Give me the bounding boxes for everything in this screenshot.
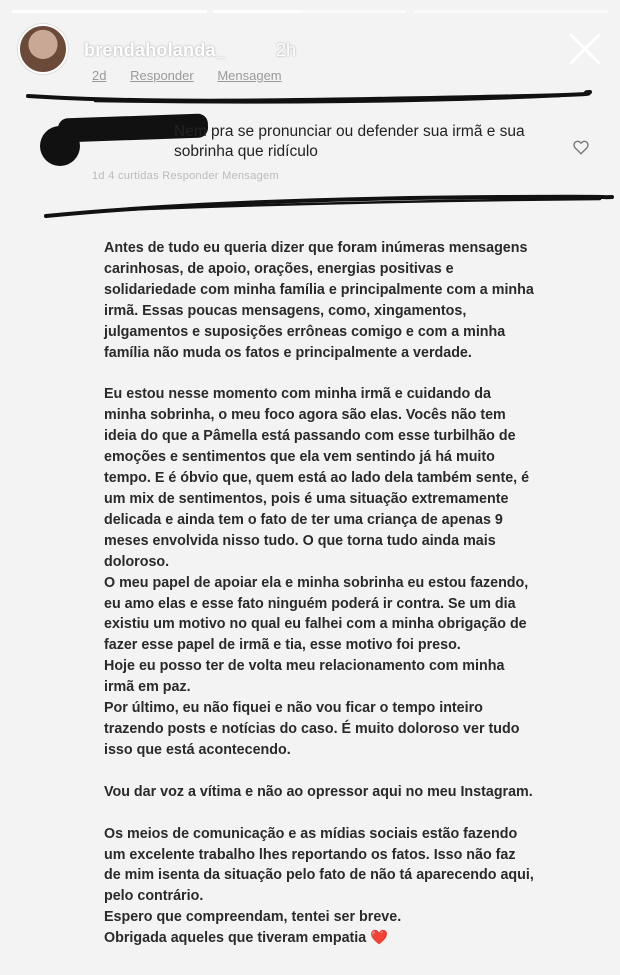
story-progress-segment <box>413 10 608 13</box>
story-progress <box>12 10 608 13</box>
story-time: 2h <box>276 40 297 60</box>
progress-fill <box>12 10 207 13</box>
comment-actions-faint: 1d 4 curtidas Responder Mensagem <box>92 170 279 182</box>
previous-comment-actions <box>92 68 302 83</box>
paragraph <box>104 824 534 949</box>
comment-text: Nem pra se pronunciar ou defender sua irmã e sua sobrinha que ridículo <box>174 123 525 160</box>
comment-time: 2d <box>92 68 107 83</box>
message-link[interactable]: Mensagem <box>217 68 282 83</box>
paragraph: Eu estou nesse momento com minha irmã e cuidando da minha sobrinha, o meu foco agora são elas. Vocês não tem ideia do que a Pâmella está passando com esse turbilhão de emoções e sentimentos que ela vem sentindo já há muito tempo. E é óbvio que, quem está ao lado dela também sente, é um mix de sentimentos, pois é uma situação extremamente delicada e ainda tem o fato de ter uma criança de apenas 9 meses envolvida nisso tudo. O que torna tudo ainda mais doloroso. O meu papel de apoiar ela e minha sobrinha eu estou fazendo, eu amo elas e esse fato ninguém poderá ir contra. Se um dia existiu um motivo no qual eu falhei com a minha obrigação de fazer esse papel de irmã e tia, esse motivo foi preso. Hoje eu posso ter de volta meu relacionamento com minha irmã em paz. Por último, eu não fiquei e não vou ficar o tempo inteiro trazendo posts e notícias do caso. É muito doloroso ver tudo isso que está acontecendo. <box>104 386 530 758</box>
paragraph: Antes de tudo eu queria dizer que foram inúmeras mensagens carinhosas, de apoio, orações, energias positivas e solidariedade com minha família e principalmente com a minha irmã. Essas poucas mensagens, como, xingamentos, julgamentos e suposições errôneas comigo e com a minha família não muda os fatos e principalmente a verdade. <box>104 240 534 361</box>
story-text <box>104 238 534 970</box>
heart-outline-icon[interactable] <box>572 138 590 156</box>
username[interactable]: brendaholanda_ <box>84 40 226 60</box>
progress-fill <box>213 10 301 13</box>
close-icon[interactable] <box>566 30 604 68</box>
reply-link[interactable]: Responder <box>130 68 194 83</box>
paragraph-text: Os meios de comunicação e as mídias sociais estão fazendo um excelente trabalho lhes reportando os fatos. Isso não faz de mim isenta da situação pelo fato de não tá aparecendo aqui, pelo contrário. Espero que compreendam, tentei ser breve. Obrigada aqueles que tiveram empatia <box>104 825 534 947</box>
comment <box>40 112 570 172</box>
avatar[interactable] <box>18 24 68 74</box>
heart-emoji: ❤️ <box>370 930 388 947</box>
paragraph: Vou dar voz a vítima e não ao opressor aqui no meu Instagram. <box>104 783 533 800</box>
story-progress-segment <box>213 10 408 13</box>
story-progress-segment <box>12 10 207 13</box>
